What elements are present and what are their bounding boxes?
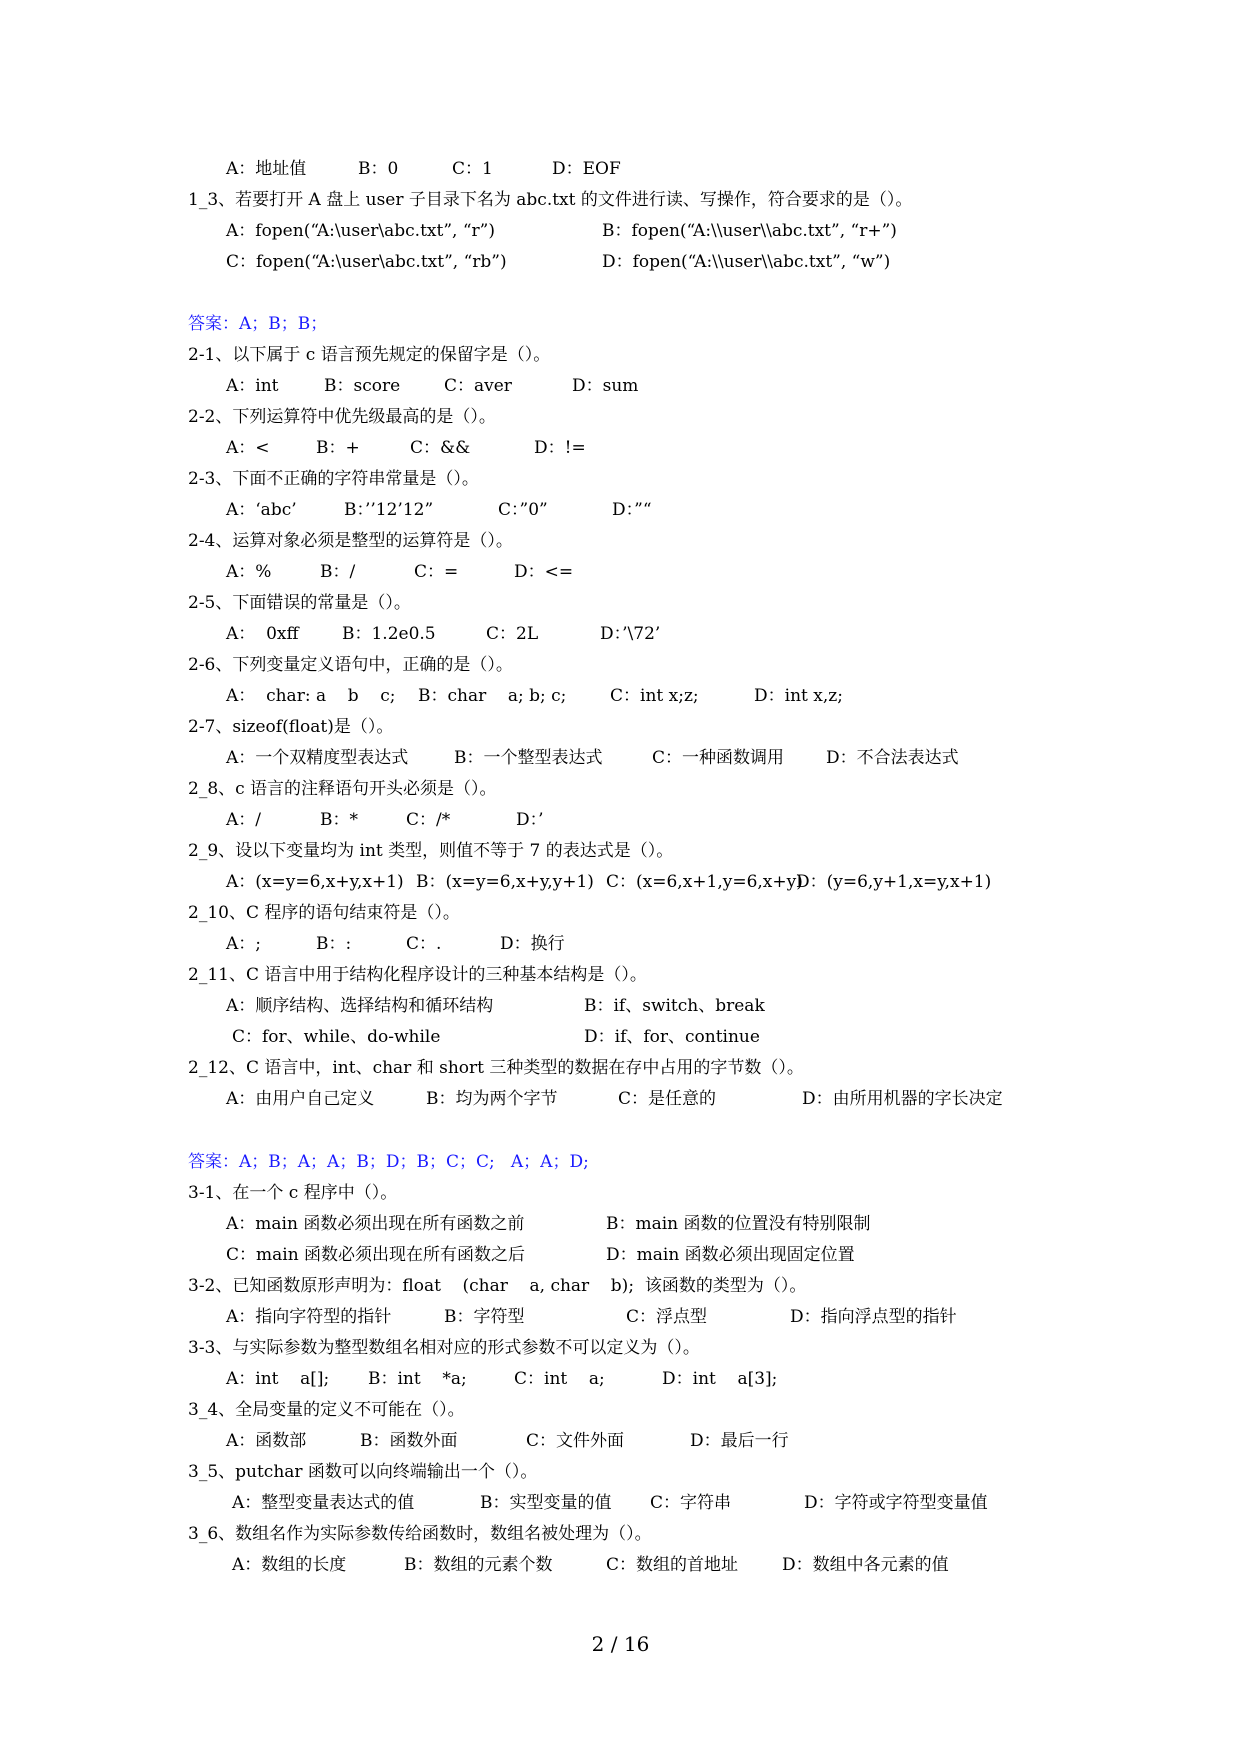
option-choice: D：(y=6,y+1,x=y,x+1) [796,872,992,892]
option-choice: D：指向浮点型的指针 [790,1307,957,1327]
option-choice: B：1.2e0.5 [342,624,436,644]
option-choice: A：main 函数必须出现在所有函数之前 [226,1214,525,1234]
option-choice: C：文件外面 [526,1431,625,1451]
option-choice: B：实型变量的值 [480,1493,612,1513]
question-text: 2-7、sizeof(float)是（）。 [188,717,394,737]
question-text: 2_12、C 语言中，int、char 和 short 三种类型的数据在存中占用的字节数（）。 [188,1058,804,1078]
option-choice: D：数组中各元素的值 [782,1555,949,1575]
option-choice: A：整型变量表达式的值 [232,1493,415,1513]
option-choice: B：(x=y=6,x+y,y+1) [416,872,594,892]
option-choice: C：数组的首地址 [606,1555,739,1575]
option-choice: B：函数外面 [360,1431,458,1451]
option-choice: B：char a; b; c; [418,686,567,706]
question-text: 3_5、putchar 函数可以向终端输出一个（）。 [188,1462,538,1482]
page-number: 2 / 16 [591,1632,650,1656]
option-choice: B：fopen(“A:\\user\\abc.txt”, “r+”) [602,221,897,241]
question-text: 2-4、运算对象必须是整型的运算符是（）。 [188,531,513,551]
question-text: 2-5、下面错误的常量是（）。 [188,593,411,613]
option-choice: C：一种函数调用 [652,748,785,768]
option-choice: C：字符串 [650,1493,732,1513]
option-choice: A：‘abc’ [226,500,297,520]
option-choice: C：/* [406,810,451,830]
option-choice: A： 0xff [226,624,299,644]
option-choice: C：int x;z; [610,686,699,706]
option-choice: C：= [414,562,459,582]
option-choice: D：’ [516,810,544,830]
question-text: 2-1、以下属于 c 语言预先规定的保留字是（）。 [188,345,551,365]
question-text: 1_3、若要打开 A 盘上 user 子目录下名为 abc.txt 的文件进行读、写操作，符合要求的是（）。 [188,190,913,210]
option-choice: B：0 [358,159,399,179]
option-choice: A：(x=y=6,x+y,x+1) [226,872,404,892]
option-choice: A：% [226,562,272,582]
option-choice: A：函数部 [226,1431,307,1451]
option-choice: D：!= [534,438,586,458]
option-choice: A： char: a b c; [226,686,396,706]
option-choice: D：int x,z; [754,686,843,706]
option-choice: B：: [316,934,352,954]
question-text: 3_6、数组名作为实际参数传给函数时，数组名被处理为（）。 [188,1524,652,1544]
question-text: 3-3、与实际参数为整型数组名相对应的形式参数不可以定义为（）。 [188,1338,700,1358]
option-choice: D：”“ [612,500,652,520]
question-text: 3-1、在一个 c 程序中（）。 [188,1183,398,1203]
option-choice: B：一个整型表达式 [454,748,603,768]
option-choice: D：换行 [500,934,565,954]
option-choice: B：/ [320,562,356,582]
option-choice: A：顺序结构、选择结构和循环结构 [226,996,494,1016]
question-text: 3-2、已知函数原形声明为：float (char a, char b); 该函数的类型为（）。 [188,1276,807,1296]
option-choice: D：fopen(“A:\\user\\abc.txt”, “w”) [602,252,891,272]
option-choice: D：由所用机器的字长决定 [802,1089,1003,1109]
option-choice: D：不合法表达式 [826,748,959,768]
option-choice: A：; [226,934,262,954]
option-choice: C：是任意的 [618,1089,717,1109]
option-choice: D：int a[3]; [662,1369,778,1389]
option-choice: D：<= [514,562,574,582]
option-choice: B：数组的元素个数 [404,1555,553,1575]
option-choice: A：< [226,438,270,458]
option-choice: C：fopen(“A:\user\abc.txt”, “rb”) [226,252,507,272]
option-choice: C：浮点型 [626,1307,708,1327]
option-choice: A：int a[]; [226,1369,330,1389]
option-choice: C：1 [452,159,493,179]
question-text: 2_10、C 程序的语句结束符是（）。 [188,903,460,923]
option-choice: D：if、for、continue [584,1027,760,1047]
option-choice: C：2L [486,624,539,644]
option-choice: A：一个双精度型表达式 [226,748,409,768]
option-choice: D：sum [572,376,639,396]
question-text: 2_8、c 语言的注释语句开头必须是（）。 [188,779,497,799]
option-choice: B：* [320,810,358,830]
option-choice: B：+ [316,438,360,458]
answer-key: 答案：A；B；B； [188,314,328,334]
option-choice: B：’’12’12” [344,500,434,520]
option-choice: C：int a; [514,1369,605,1389]
option-choice: A：数组的长度 [232,1555,347,1575]
option-choice: A：fopen(“A:\user\abc.txt”, “r”) [226,221,495,241]
question-text: 2-3、下面不正确的字符串常量是（）。 [188,469,479,489]
option-choice: D：’\72’ [600,624,661,644]
option-choice: D：main 函数必须出现固定位置 [606,1245,855,1265]
question-text: 2_11、C 语言中用于结构化程序设计的三种基本结构是（）。 [188,965,647,985]
option-choice: A：/ [226,810,262,830]
option-choice: A：由用户自己定义 [226,1089,375,1109]
option-choice: B：if、switch、break [584,996,765,1016]
question-text: 2-2、下列运算符中优先级最高的是（）。 [188,407,496,427]
option-choice: A：地址值 [226,159,307,179]
option-choice: B：均为两个字节 [426,1089,558,1109]
option-choice: D：字符或字符型变量值 [804,1493,988,1513]
option-choice: C：. [406,934,442,954]
question-text: 2_9、设以下变量均为 int 类型，则值不等于 7 的表达式是（）。 [188,841,674,861]
option-choice: D：最后一行 [690,1431,789,1451]
question-text: 2-6、下列变量定义语句中，正确的是（）。 [188,655,513,675]
option-choice: B：int *a; [368,1369,467,1389]
option-choice: C：&& [410,438,471,458]
answer-key: 答案：A；B；A；A；B；D；B；C；C; A；A；D; [188,1152,589,1172]
option-choice: D：EOF [552,159,621,179]
option-choice: C：aver [444,376,512,396]
question-text: 3_4、全局变量的定义不可能在（）。 [188,1400,465,1420]
option-choice: C：for、while、do-while [232,1027,441,1047]
option-choice: B：字符型 [444,1307,525,1327]
option-choice: A：指向字符型的指针 [226,1307,392,1327]
option-choice: B：score [324,376,401,396]
option-choice: B：main 函数的位置没有特别限制 [606,1214,871,1234]
option-choice: C：”0” [498,500,548,520]
option-choice: C：(x=6,x+1,y=6,x+y) [606,872,803,892]
option-choice: C：main 函数必须出现在所有函数之后 [226,1245,526,1265]
option-choice: A：int [226,376,279,396]
